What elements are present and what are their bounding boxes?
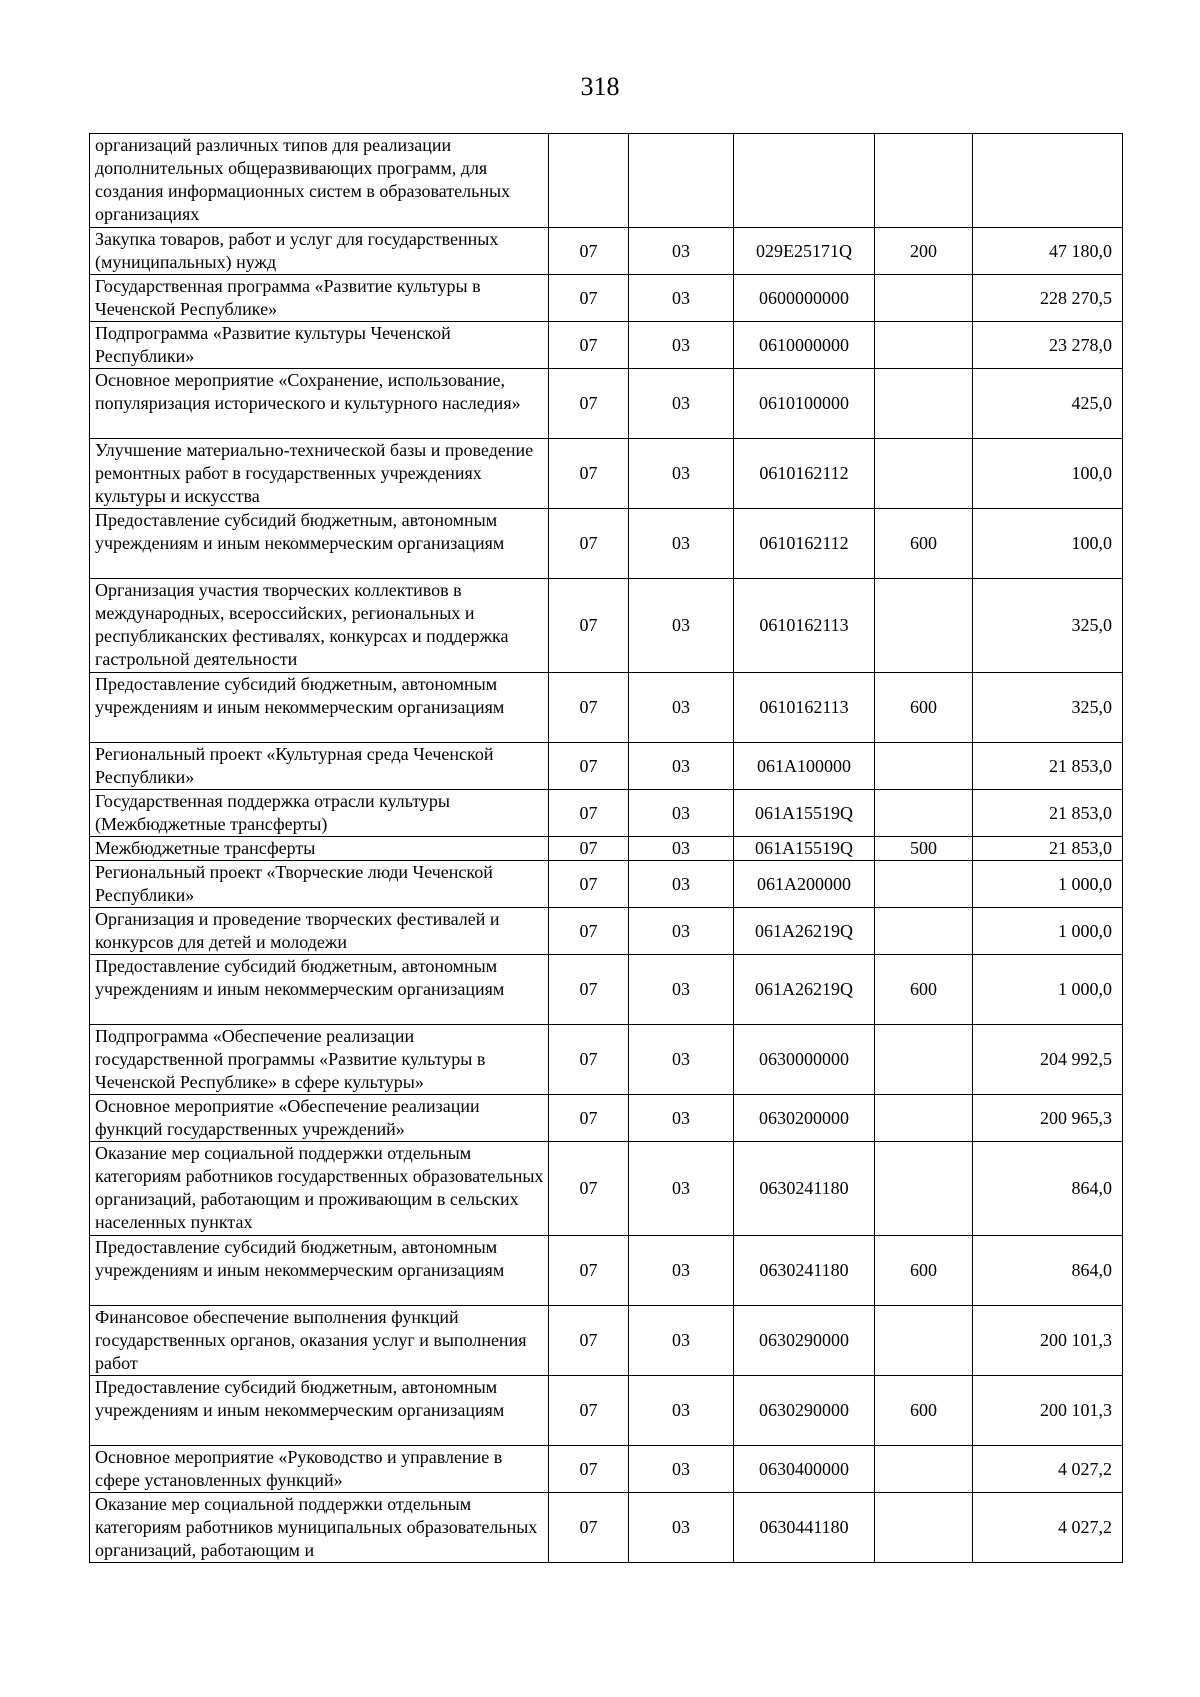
- table-row: [90, 439, 1123, 509]
- section-code-cell: 07: [549, 1095, 629, 1142]
- table-row: [90, 955, 1123, 1025]
- row-name-cell: Основное мероприятие «Сохранение, использование, популяризация исторического и культурного наследия»: [90, 369, 549, 439]
- section-code-cell: 07: [549, 673, 629, 743]
- table-row: [90, 228, 1123, 275]
- subsection-code-cell: 03: [629, 1376, 734, 1446]
- row-name-cell: Основное мероприятие «Руководство и управление в сфере установленных функций»: [90, 1446, 549, 1493]
- target-article-cell: 0630000000: [734, 1025, 875, 1095]
- table-row: [90, 837, 1123, 861]
- table-row: [90, 1493, 1123, 1563]
- row-name-cell: Финансовое обеспечение выполнения функций государственных органов, оказания услуг и выполнения работ: [90, 1306, 549, 1376]
- row-name-cell: Региональный проект «Творческие люди Чеченской Республики»: [90, 861, 549, 908]
- row-name-cell: Подпрограмма «Обеспечение реализации государственной программы «Развитие культуры в Чеченской Республике» в сфере культуры»: [90, 1025, 549, 1095]
- row-name-cell: Межбюджетные трансферты: [90, 837, 549, 861]
- row-name-cell: Предоставление субсидий бюджетным, автономным учреждениям и иным некоммерческим организациям: [90, 509, 549, 579]
- table-row: [90, 1025, 1123, 1095]
- subsection-code-cell: 03: [629, 1446, 734, 1493]
- amount-cell: 228 270,5: [973, 275, 1123, 322]
- subsection-code-cell: 03: [629, 439, 734, 509]
- section-code-cell: 07: [549, 955, 629, 1025]
- table-row: [90, 743, 1123, 790]
- amount-cell: 325,0: [973, 579, 1123, 673]
- row-name-cell: Оказание мер социальной поддержки отдельным категориям работников муниципальных образовательных организаций, работающим и: [90, 1493, 549, 1563]
- subsection-code-cell: 03: [629, 1025, 734, 1095]
- section-code-cell: 07: [549, 1025, 629, 1095]
- target-article-cell: 0610162112: [734, 439, 875, 509]
- section-code-cell: 07: [549, 579, 629, 673]
- amount-cell: 425,0: [973, 369, 1123, 439]
- expense-type-cell: [875, 579, 973, 673]
- row-name-cell: организаций различных типов для реализации дополнительных общеразвивающих программ, для создания информационных систем в образовательных организациях: [90, 134, 549, 228]
- target-article-cell: 061A26219Q: [734, 955, 875, 1025]
- section-code-cell: 07: [549, 743, 629, 790]
- target-article-cell: 0610000000: [734, 322, 875, 369]
- expense-type-cell: 600: [875, 1236, 973, 1306]
- amount-cell: 204 992,5: [973, 1025, 1123, 1095]
- amount-cell: 200 965,3: [973, 1095, 1123, 1142]
- subsection-code-cell: [629, 134, 734, 228]
- amount-cell: 864,0: [973, 1236, 1123, 1306]
- amount-cell: 100,0: [973, 439, 1123, 509]
- target-article-cell: 0610100000: [734, 369, 875, 439]
- expense-type-cell: [875, 1493, 973, 1563]
- section-code-cell: 07: [549, 1376, 629, 1446]
- target-article-cell: 0630441180: [734, 1493, 875, 1563]
- expense-type-cell: [875, 1025, 973, 1095]
- subsection-code-cell: 03: [629, 673, 734, 743]
- section-code-cell: 07: [549, 1306, 629, 1376]
- target-article-cell: 0600000000: [734, 275, 875, 322]
- row-name-cell: Региональный проект «Культурная среда Чеченской Республики»: [90, 743, 549, 790]
- section-code-cell: 07: [549, 322, 629, 369]
- table-row: [90, 1095, 1123, 1142]
- expense-type-cell: 600: [875, 1376, 973, 1446]
- expense-type-cell: [875, 275, 973, 322]
- subsection-code-cell: 03: [629, 275, 734, 322]
- row-name-cell: Оказание мер социальной поддержки отдельным категориям работников государственных образовательных организаций, работающим и проживающим в сельских населенных пунктах: [90, 1142, 549, 1236]
- row-name-cell: Закупка товаров, работ и услуг для государственных (муниципальных) нужд: [90, 228, 549, 275]
- subsection-code-cell: 03: [629, 228, 734, 275]
- target-article-cell: 061A26219Q: [734, 908, 875, 955]
- section-code-cell: 07: [549, 837, 629, 861]
- section-code-cell: 07: [549, 861, 629, 908]
- table-row: [90, 369, 1123, 439]
- section-code-cell: 07: [549, 228, 629, 275]
- table-row: [90, 1306, 1123, 1376]
- row-name-cell: Предоставление субсидий бюджетным, автономным учреждениям и иным некоммерческим организациям: [90, 955, 549, 1025]
- expense-type-cell: [875, 908, 973, 955]
- expense-type-cell: [875, 861, 973, 908]
- subsection-code-cell: 03: [629, 908, 734, 955]
- table-row: [90, 1236, 1123, 1306]
- target-article-cell: 0630241180: [734, 1236, 875, 1306]
- table-row: [90, 861, 1123, 908]
- section-code-cell: 07: [549, 1142, 629, 1236]
- amount-cell: 23 278,0: [973, 322, 1123, 369]
- row-name-cell: Организация участия творческих коллективов в международных, всероссийских, региональных и республиканских фестивалях, конкурсах и поддержка гастрольной деятельности: [90, 579, 549, 673]
- target-article-cell: 061A200000: [734, 861, 875, 908]
- table-row: [90, 134, 1123, 228]
- section-code-cell: 07: [549, 439, 629, 509]
- expense-type-cell: [875, 322, 973, 369]
- amount-cell: 200 101,3: [973, 1306, 1123, 1376]
- row-name-cell: Подпрограмма «Развитие культуры Чеченской Республики»: [90, 322, 549, 369]
- expense-type-cell: 600: [875, 509, 973, 579]
- section-code-cell: 07: [549, 1446, 629, 1493]
- table-row: [90, 579, 1123, 673]
- section-code-cell: 07: [549, 275, 629, 322]
- amount-cell: 864,0: [973, 1142, 1123, 1236]
- target-article-cell: 0610162113: [734, 579, 875, 673]
- budget-table: [89, 133, 1123, 1563]
- amount-cell: 4 027,2: [973, 1446, 1123, 1493]
- amount-cell: 21 853,0: [973, 790, 1123, 837]
- amount-cell: 21 853,0: [973, 837, 1123, 861]
- expense-type-cell: 200: [875, 228, 973, 275]
- row-name-cell: Предоставление субсидий бюджетным, автономным учреждениям и иным некоммерческим организациям: [90, 1376, 549, 1446]
- expense-type-cell: [875, 134, 973, 228]
- row-name-cell: Предоставление субсидий бюджетным, автономным учреждениям и иным некоммерческим организациям: [90, 1236, 549, 1306]
- expense-type-cell: [875, 369, 973, 439]
- amount-cell: [973, 134, 1123, 228]
- target-article-cell: 0630200000: [734, 1095, 875, 1142]
- target-article-cell: 0630290000: [734, 1306, 875, 1376]
- expense-type-cell: [875, 1142, 973, 1236]
- amount-cell: 4 027,2: [973, 1493, 1123, 1563]
- target-article-cell: 0610162113: [734, 673, 875, 743]
- expense-type-cell: [875, 1095, 973, 1142]
- table-row: [90, 790, 1123, 837]
- amount-cell: 200 101,3: [973, 1376, 1123, 1446]
- row-name-cell: Государственная программа «Развитие культуры в Чеченской Республике»: [90, 275, 549, 322]
- subsection-code-cell: 03: [629, 1095, 734, 1142]
- subsection-code-cell: 03: [629, 579, 734, 673]
- expense-type-cell: [875, 439, 973, 509]
- table-row: [90, 509, 1123, 579]
- amount-cell: 1 000,0: [973, 908, 1123, 955]
- target-article-cell: 061A15519Q: [734, 790, 875, 837]
- expense-type-cell: 500: [875, 837, 973, 861]
- row-name-cell: Государственная поддержка отрасли культуры (Межбюджетные трансферты): [90, 790, 549, 837]
- expense-type-cell: [875, 790, 973, 837]
- subsection-code-cell: 03: [629, 1306, 734, 1376]
- expense-type-cell: [875, 1306, 973, 1376]
- amount-cell: 21 853,0: [973, 743, 1123, 790]
- target-article-cell: 029E25171Q: [734, 228, 875, 275]
- subsection-code-cell: 03: [629, 790, 734, 837]
- section-code-cell: 07: [549, 369, 629, 439]
- section-code-cell: 07: [549, 1236, 629, 1306]
- subsection-code-cell: 03: [629, 955, 734, 1025]
- row-name-cell: Предоставление субсидий бюджетным, автономным учреждениям и иным некоммерческим организациям: [90, 673, 549, 743]
- row-name-cell: Организация и проведение творческих фестивалей и конкурсов для детей и молодежи: [90, 908, 549, 955]
- table-row: [90, 322, 1123, 369]
- row-name-cell: Улучшение материально-технической базы и проведение ремонтных работ в государственных учреждениях культуры и искусства: [90, 439, 549, 509]
- target-article-cell: 0610162112: [734, 509, 875, 579]
- section-code-cell: 07: [549, 509, 629, 579]
- amount-cell: 47 180,0: [973, 228, 1123, 275]
- subsection-code-cell: 03: [629, 743, 734, 790]
- subsection-code-cell: 03: [629, 509, 734, 579]
- subsection-code-cell: 03: [629, 369, 734, 439]
- target-article-cell: 0630241180: [734, 1142, 875, 1236]
- expense-type-cell: [875, 1446, 973, 1493]
- expense-type-cell: 600: [875, 673, 973, 743]
- table-row: [90, 275, 1123, 322]
- table-row: [90, 1376, 1123, 1446]
- section-code-cell: 07: [549, 1493, 629, 1563]
- subsection-code-cell: 03: [629, 1493, 734, 1563]
- target-article-cell: 0630400000: [734, 1446, 875, 1493]
- subsection-code-cell: 03: [629, 1236, 734, 1306]
- subsection-code-cell: 03: [629, 861, 734, 908]
- section-code-cell: [549, 134, 629, 228]
- table-row: [90, 673, 1123, 743]
- row-name-cell: Основное мероприятие «Обеспечение реализации функций государственных учреждений»: [90, 1095, 549, 1142]
- amount-cell: 1 000,0: [973, 861, 1123, 908]
- target-article-cell: 0630290000: [734, 1376, 875, 1446]
- expense-type-cell: 600: [875, 955, 973, 1025]
- amount-cell: 325,0: [973, 673, 1123, 743]
- amount-cell: 100,0: [973, 509, 1123, 579]
- subsection-code-cell: 03: [629, 837, 734, 861]
- subsection-code-cell: 03: [629, 1142, 734, 1236]
- table-row: [90, 908, 1123, 955]
- target-article-cell: 061A15519Q: [734, 837, 875, 861]
- subsection-code-cell: 03: [629, 322, 734, 369]
- page-number: 318: [580, 72, 620, 101]
- budget-table-body: [90, 134, 1123, 1563]
- table-row: [90, 1142, 1123, 1236]
- table-row: [90, 1446, 1123, 1493]
- amount-cell: 1 000,0: [973, 955, 1123, 1025]
- target-article-cell: [734, 134, 875, 228]
- section-code-cell: 07: [549, 790, 629, 837]
- target-article-cell: 061A100000: [734, 743, 875, 790]
- section-code-cell: 07: [549, 908, 629, 955]
- expense-type-cell: [875, 743, 973, 790]
